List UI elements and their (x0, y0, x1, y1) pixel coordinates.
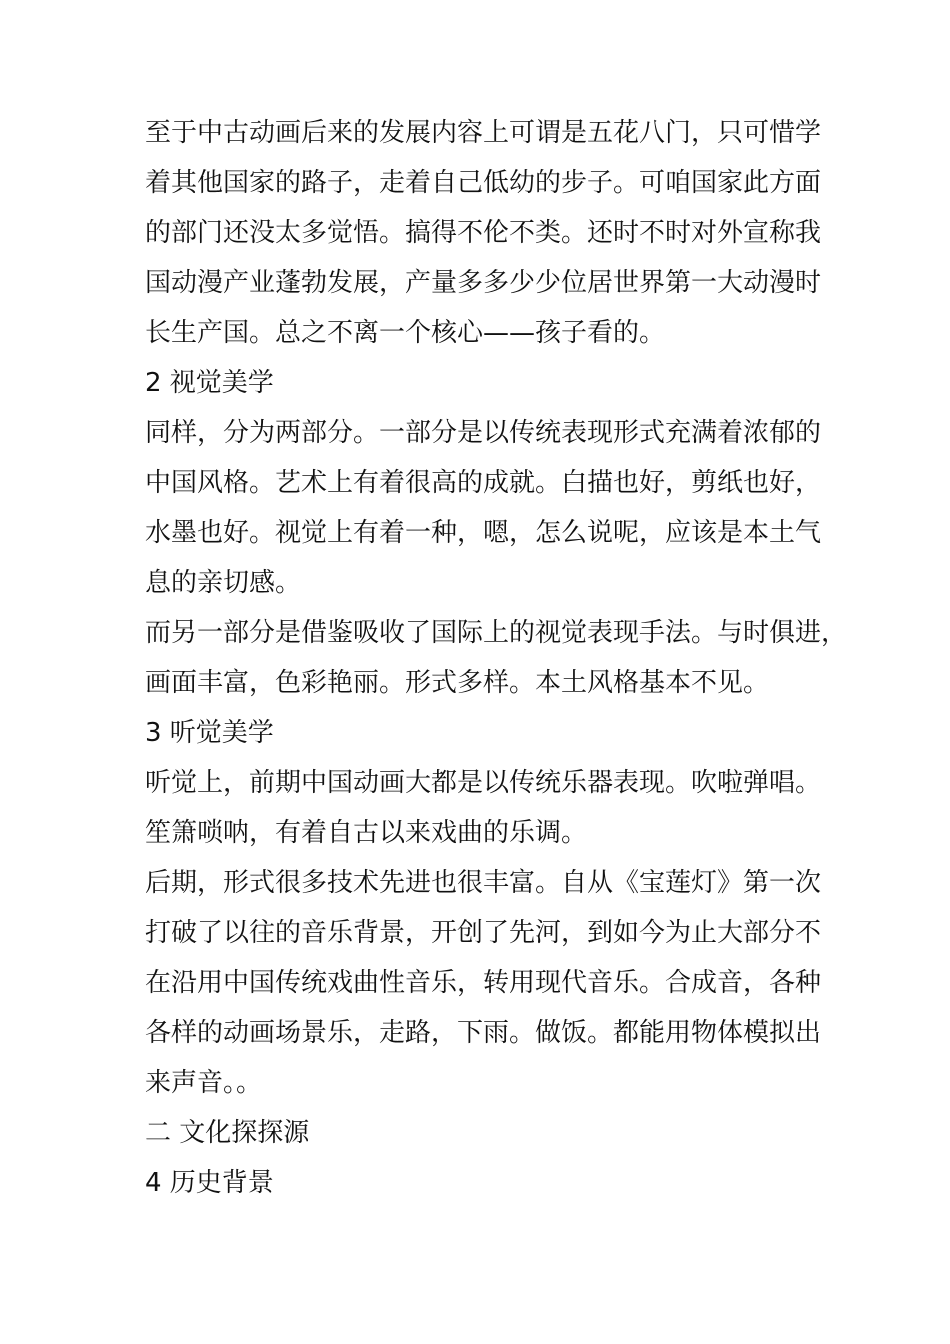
paragraph-line: 而另一部分是借鉴吸收了国际上的视觉表现手法。与时俱进， (145, 618, 848, 648)
paragraph-line: 打破了以往的音乐背景，开创了先河，到如今为止大部分不 (145, 918, 822, 948)
paragraph-line: 同样，分为两部分。一部分是以传统表现形式充满着浓郁的 (145, 418, 822, 448)
paragraph-line: 后期，形式很多技术先进也很丰富。自从《宝莲灯》第一次 (145, 868, 822, 898)
paragraph-line: 在沿用中国传统戏曲性音乐，转用现代音乐。合成音，各种 (145, 968, 822, 998)
paragraph-line: 息的亲切感。 (145, 568, 302, 598)
paragraph-line: 听觉上，前期中国动画大都是以传统乐器表现。吹啦弹唱。 (145, 768, 822, 798)
section-heading: 二 文化探探源 (145, 1118, 310, 1148)
paragraph-line: 画面丰富，色彩艳丽。形式多样。本土风格基本不见。 (145, 668, 770, 698)
paragraph-line: 笙箫唢呐，有着自古以来戏曲的乐调。 (145, 818, 588, 848)
paragraph-line: 着其他国家的路子，走着自己低幼的步子。可咱国家此方面 (145, 168, 822, 198)
paragraph-line: 的部门还没太多觉悟。搞得不伦不类。还时不时对外宣称我 (145, 218, 822, 248)
paragraph-line: 中国风格。艺术上有着很高的成就。白描也好，剪纸也好， (145, 468, 822, 498)
section-heading: 3 听觉美学 (145, 718, 274, 748)
section-heading: 4 历史背景 (145, 1168, 274, 1198)
paragraph-line: 国动漫产业蓬勃发展，产量多多少少位居世界第一大动漫时 (145, 268, 822, 298)
paragraph-line: 来声音。。 (145, 1068, 263, 1098)
paragraph-line: 水墨也好。视觉上有着一种，嗯，怎么说呢，应该是本土气 (145, 518, 822, 548)
section-heading: 2 视觉美学 (145, 368, 274, 398)
paragraph-line: 至于中古动画后来的发展内容上可谓是五花八门，只可惜学 (145, 118, 822, 148)
paragraph-line: 各样的动画场景乐，走路，下雨。做饭。都能用物体模拟出 (145, 1018, 822, 1048)
paragraph-line: 长生产国。总之不离一个核心——孩子看的。 (145, 318, 666, 348)
